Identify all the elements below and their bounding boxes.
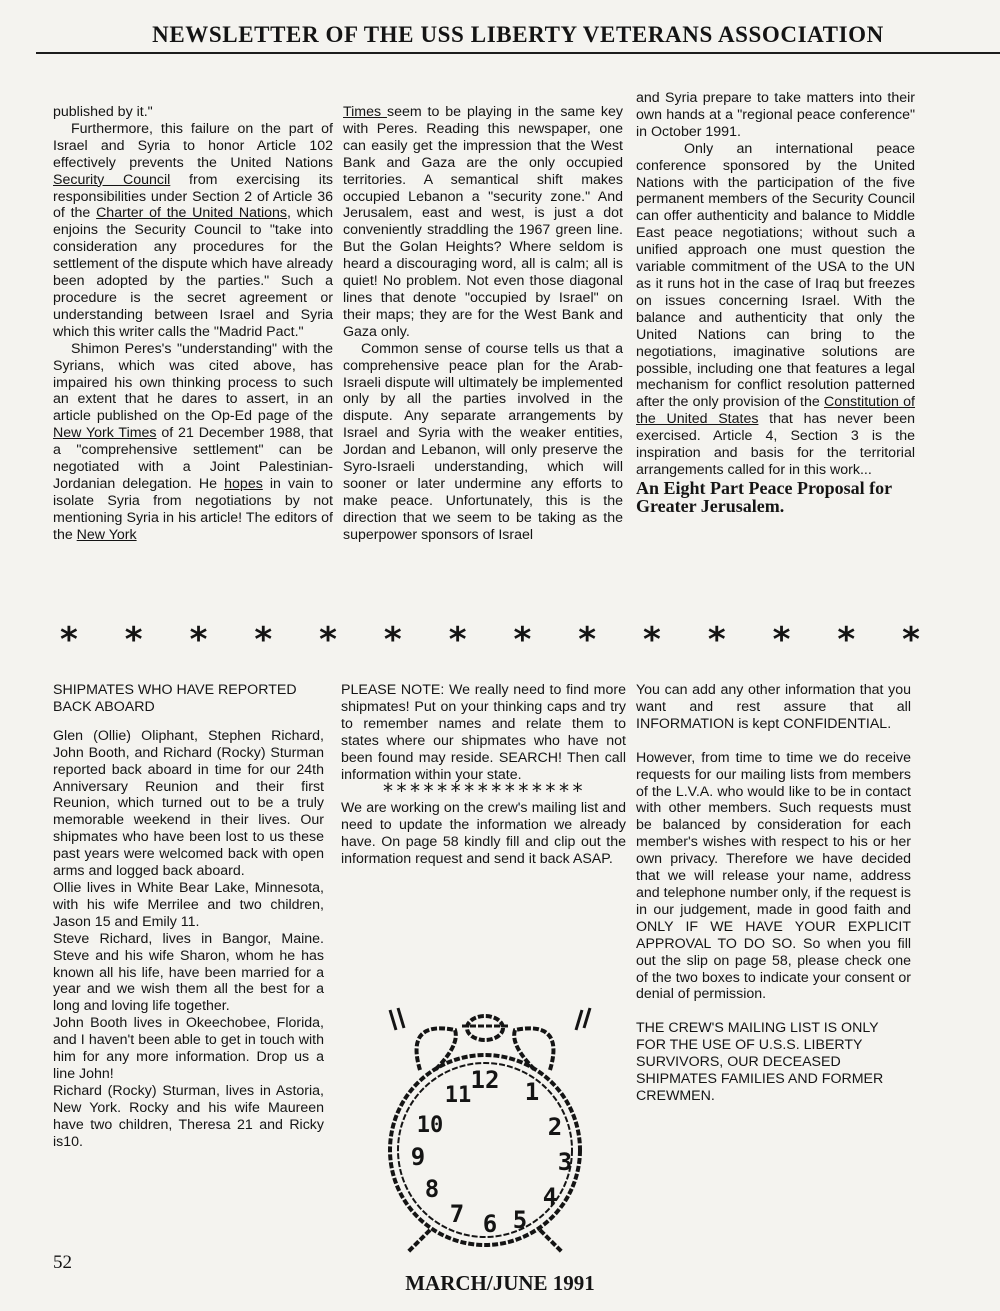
text-run: of 21 December 1988, that a "comprehensive settlement" can be negotiated with a Joint Palestinian-Jordanian delegation. He bbox=[53, 425, 333, 492]
paragraph bbox=[636, 141, 915, 479]
underlined-text: Constitution of the United States bbox=[636, 394, 915, 428]
section-heading: SHIPMATES WHO HAVE REPORTED BACK ABOARD bbox=[53, 682, 297, 715]
text-run: seem to be playing in the same key with Peres. Reading this newspaper, one can easily get the impression that the West Bank and Gaza are the only occupied territories. A semantical shift makes occupied Lebanon a "security zone." And Jerusalem, east and west, is just a dot conveniently straddling the 1967 green line. But the Golan Heights? Where seldom is heard a discouraging word, all is calm; all is quiet! No problem. Not even those diagonal lines that denote "occupied by Israel" on their maps; they are for the West Bank and Gaza only. bbox=[343, 104, 623, 340]
paragraph: Glen (Ollie) Oliphant, Stephen Richard, John Booth, and Richard (Rocky) Sturman reported back aboard in time for our 24th Anniversary Reunion and their first Reunion, which turned out to be a truly memorable weekend in their lives. Our shipmates who have been lost to us these past years were welcomed back with open arms and logged back aboard. bbox=[53, 727, 324, 880]
star-glyph: * bbox=[124, 620, 143, 660]
text-run: Only an international peace conference sponsored by the United Nations with the participation of the five permanent members of the Security Council can offer authenticity and balance to Middle East peace negotiations; without such a unified approach one must question the variable commitment of the USA to the UN as it runs hot in the case of Iraq but freezes on issues concerning Israel. With the balance and authenticity that only the United Nations can bring to the negotiations, imaginative solutions are possible, including one that features a legal mechanism for conflict resolution patterned after the only provision of the bbox=[636, 140, 915, 411]
clock-number: 7 bbox=[449, 1200, 465, 1228]
paragraph bbox=[53, 121, 333, 341]
star-separator: *************** bbox=[381, 779, 586, 804]
clock-number: 5 bbox=[512, 1206, 528, 1234]
star-glyph: * bbox=[707, 620, 726, 660]
notice-column bbox=[341, 682, 626, 868]
paragraph: THE CREW'S MAILING LIST IS ONLY FOR THE USE OF U.S.S. LIBERTY SURVIVORS, OUR DECEASED SHIPMATES FAMILIES AND FORMER CREWMEN. bbox=[636, 1020, 884, 1104]
text-run: , which enjoins the Security Council to "take into consideration any procedures for the settlement of the dispute which have already been adopted by the parties." Such a procedure is the secret agreement or understanding between Israel and Syria which this writer calls the "Madrid Pact." bbox=[53, 205, 333, 340]
clock-number: 11 bbox=[444, 1083, 472, 1108]
star-glyph: * bbox=[60, 620, 78, 660]
clock-number: 10 bbox=[416, 1113, 444, 1138]
clock-number: 6 bbox=[482, 1210, 498, 1238]
paragraph: Steve Richard, lives in Bangor, Maine. Steve and his wife Sharon, whom he has known all his life, have been married for a year and we wish them all the best for a long and loving life together. bbox=[53, 930, 324, 1015]
clock-number: 12 bbox=[470, 1066, 500, 1094]
clock-number: 9 bbox=[410, 1143, 426, 1171]
paragraph: Ollie lives in White Bear Lake, Minnesota, with his wife Merrilee and two children, Jason 15 and Emily 11. bbox=[53, 879, 324, 930]
clock-number: 3 bbox=[557, 1148, 573, 1176]
clock-number: 8 bbox=[424, 1175, 440, 1203]
paragraph bbox=[343, 104, 623, 341]
alarm-clock-icon bbox=[360, 1000, 610, 1260]
star-glyph: * bbox=[837, 620, 856, 660]
star-glyph: * bbox=[254, 620, 273, 660]
clock-face bbox=[411, 1066, 572, 1238]
paragraph: PLEASE NOTE: We really need to find more shipmates! Put on your thinking caps and try to remember names and relate them to states where our shipmates who have not been found may reside. SEARCH! Then call information within your state. bbox=[341, 682, 626, 783]
proposal-title: An Eight Part Peace Proposal for Greater Jerusalem. bbox=[636, 477, 892, 516]
clock-number: 1 bbox=[524, 1078, 540, 1106]
page-number: 52 bbox=[53, 1252, 72, 1273]
clock-number: 2 bbox=[547, 1113, 563, 1141]
text-run: Furthermore, this failure on the part of Israel and Syria to honor Article 102 effectively prevents the United Nations bbox=[53, 120, 333, 171]
star-glyph: * bbox=[643, 620, 661, 660]
shipmates-column bbox=[53, 682, 324, 1150]
paragraph: Common sense of course tells us that a comprehensive peace plan for the Arab-Israeli dispute will ultimately be implemented only by all the parties involved in the dispute. Any separate arrangements by Israel and Syria with the weaker entities, Jordan and Lebanon, will only preserve the Syro-Israeli understanding, which will sooner or later undermine any efforts to make peace. Unfortunately, this is the direction that we seem to be taking as the superpower sponsors of Israel bbox=[343, 340, 623, 543]
underlined-text: New York Times bbox=[53, 425, 157, 442]
underlined-text: Charter of the United Nations bbox=[96, 205, 288, 222]
article-column-1 bbox=[53, 104, 333, 544]
issue-date: MARCH/JUNE 1991 bbox=[405, 1271, 595, 1295]
mailing-list-column bbox=[636, 682, 911, 1105]
star-glyph: * bbox=[578, 620, 597, 660]
star-glyph: * bbox=[513, 620, 532, 660]
paragraph: Richard (Rocky) Sturman, lives in Astoria, New York. Rocky and his wife Maureen have two children, Theresa 21 and Ricky is10. bbox=[53, 1082, 324, 1150]
star-glyph: * bbox=[319, 620, 337, 660]
paragraph: published by it." bbox=[53, 104, 153, 120]
paragraph: We are working on the crew's mailing list and need to update the information we already have. On page 58 kindly fill and clip out the information request and send it back ASAP. bbox=[341, 800, 626, 868]
paragraph: and Syria prepare to take matters into their own hands at a "regional peace conference" in October 1991. bbox=[636, 90, 915, 140]
underlined-text: hopes bbox=[224, 475, 263, 492]
text-run: from exercising its responsibilities under Section 2 of Article 36 of the bbox=[53, 171, 333, 222]
star-glyph: * bbox=[902, 620, 920, 660]
article-column-3 bbox=[636, 90, 915, 515]
paragraph: You can add any other information that you want and rest assure that all INFORMATION is kept CONFIDENTIAL. bbox=[636, 682, 911, 732]
underlined-text: Times bbox=[343, 104, 387, 120]
text-run: that has never been exercised. Article 4, Section 3 is the inspiration and basis for the territorial arrangements called for in this work... bbox=[636, 411, 915, 478]
star-glyph: * bbox=[448, 620, 467, 660]
underlined-text: Security Council bbox=[53, 171, 171, 188]
clock-number: 4 bbox=[542, 1183, 558, 1211]
star-divider bbox=[60, 620, 920, 660]
paragraph bbox=[53, 341, 333, 544]
star-glyph: * bbox=[383, 620, 402, 660]
paragraph: John Booth lives in Okeechobee, Florida, and I haven't been able to get in touch with him for any more information. Drop us a line John! bbox=[53, 1015, 324, 1082]
paragraph: However, from time to time we do receive requests for our mailing lists from members of the L.V.A. who would like to be in contact with other members. Such requests must be balanced by consideration for each member's wishes with respect to his or her own privacy. Therefore we have decided that we will release your name, address and telephone number only, if the request is in our judgement, made in good faith and ONLY IF WE HAVE YOUR EXPLICIT APPROVAL TO DO SO. So when you fill out the slip on page 58, please check one of the two boxes to indicate your consent or denial of permission. bbox=[636, 749, 911, 1003]
star-glyph: * bbox=[189, 620, 208, 660]
text-run: in vain to isolate Syria from negotiations by not mentioning Syria in his article! The editors of the bbox=[53, 475, 333, 543]
underlined-text: New York bbox=[76, 526, 137, 543]
star-glyph: * bbox=[772, 620, 791, 660]
text-run: Shimon Peres's "understanding" with the Syrians, which was cited above, has impaired his own thinking process to such an extent that he dares to assert, in an article published on the Op-Ed page of the bbox=[53, 340, 333, 425]
newsletter-header: NEWSLETTER OF THE USS LIBERTY VETERANS ASSOCIATION bbox=[36, 22, 1000, 54]
article-column-2 bbox=[343, 104, 623, 544]
